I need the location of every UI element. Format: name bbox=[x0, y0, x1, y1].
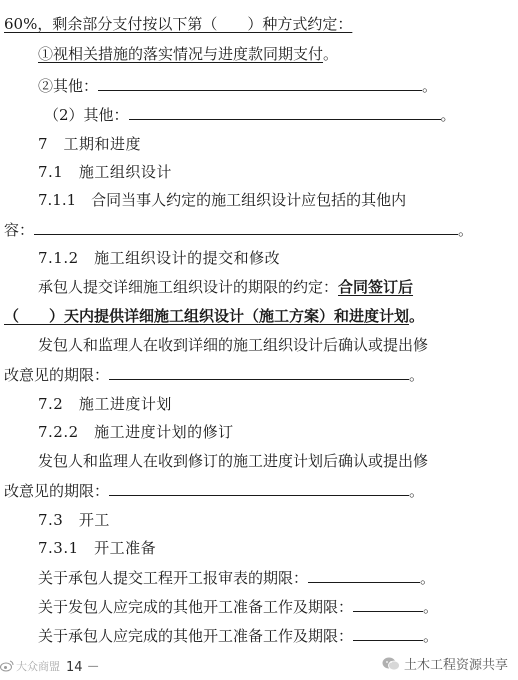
blank-field bbox=[308, 567, 420, 583]
text-line: （ ）天内提供详细施工组织设计（施工方案）和进度计划。 bbox=[4, 307, 425, 325]
blank-field bbox=[34, 219, 458, 235]
footer-right bbox=[378, 652, 512, 675]
text-line: ①视相关措施的落实情况与进度款同期支付。 bbox=[38, 45, 339, 63]
text-line: 关于发包人应完成的其他开工准备工作及期限： 。 bbox=[38, 598, 439, 616]
blank-field bbox=[109, 480, 409, 496]
watermark-left: 大众商盟 bbox=[16, 659, 60, 673]
text-line: 60%，剩余部分支付按以下第（ ）种方式约定： bbox=[4, 15, 353, 33]
page-number: 14 － bbox=[66, 660, 100, 675]
text-line: 改意见的期限： 。 bbox=[4, 482, 425, 500]
text-line: 改意见的期限： 。 bbox=[4, 366, 425, 384]
text-line: 容： 。 bbox=[4, 221, 474, 239]
text-line: 7.1.1 合同当事人约定的施工组织设计应包括的其他内 bbox=[38, 191, 407, 209]
wechat-icon bbox=[382, 657, 400, 671]
section-heading: 7.2 施工进度计划 bbox=[38, 395, 172, 413]
section-heading: 7.2.2 施工进度计划的修订 bbox=[38, 423, 234, 441]
section-heading: 7.3 开工 bbox=[38, 511, 110, 529]
text-line: 承包人提交详细施工组织设计的期限的约定：合同签订后 bbox=[38, 278, 414, 296]
section-heading: 7.3.1 开工准备 bbox=[38, 539, 157, 557]
text-line: 关于承包人应完成的其他开工准备工作及期限： 。 bbox=[38, 627, 439, 645]
footer-left bbox=[0, 656, 100, 675]
section-heading: 7.1.2 施工组织设计的提交和修改 bbox=[38, 249, 281, 267]
text-line: 发包人和监理人在收到修订的施工进度计划后确认或提出修 bbox=[38, 452, 429, 470]
text-line: 发包人和监理人在收到详细的施工组织设计后确认或提出修 bbox=[38, 336, 429, 354]
watermark-right: 土木工程资源共享 bbox=[403, 658, 508, 673]
section-heading: 7.1 施工组织设计 bbox=[38, 163, 172, 181]
blank-field bbox=[98, 75, 422, 91]
blank-field bbox=[129, 104, 441, 120]
blank-field bbox=[109, 364, 409, 380]
text-line: ②其他： 。 bbox=[38, 77, 438, 95]
weibo-icon bbox=[0, 660, 14, 672]
section-heading: 7 工期和进度 bbox=[38, 135, 142, 153]
text-line: 关于承包人提交工程开工报审表的期限： 。 bbox=[38, 569, 436, 587]
blank-field bbox=[353, 596, 423, 612]
text-line: （2）其他： 。 bbox=[44, 106, 456, 124]
blank-field bbox=[353, 625, 423, 641]
